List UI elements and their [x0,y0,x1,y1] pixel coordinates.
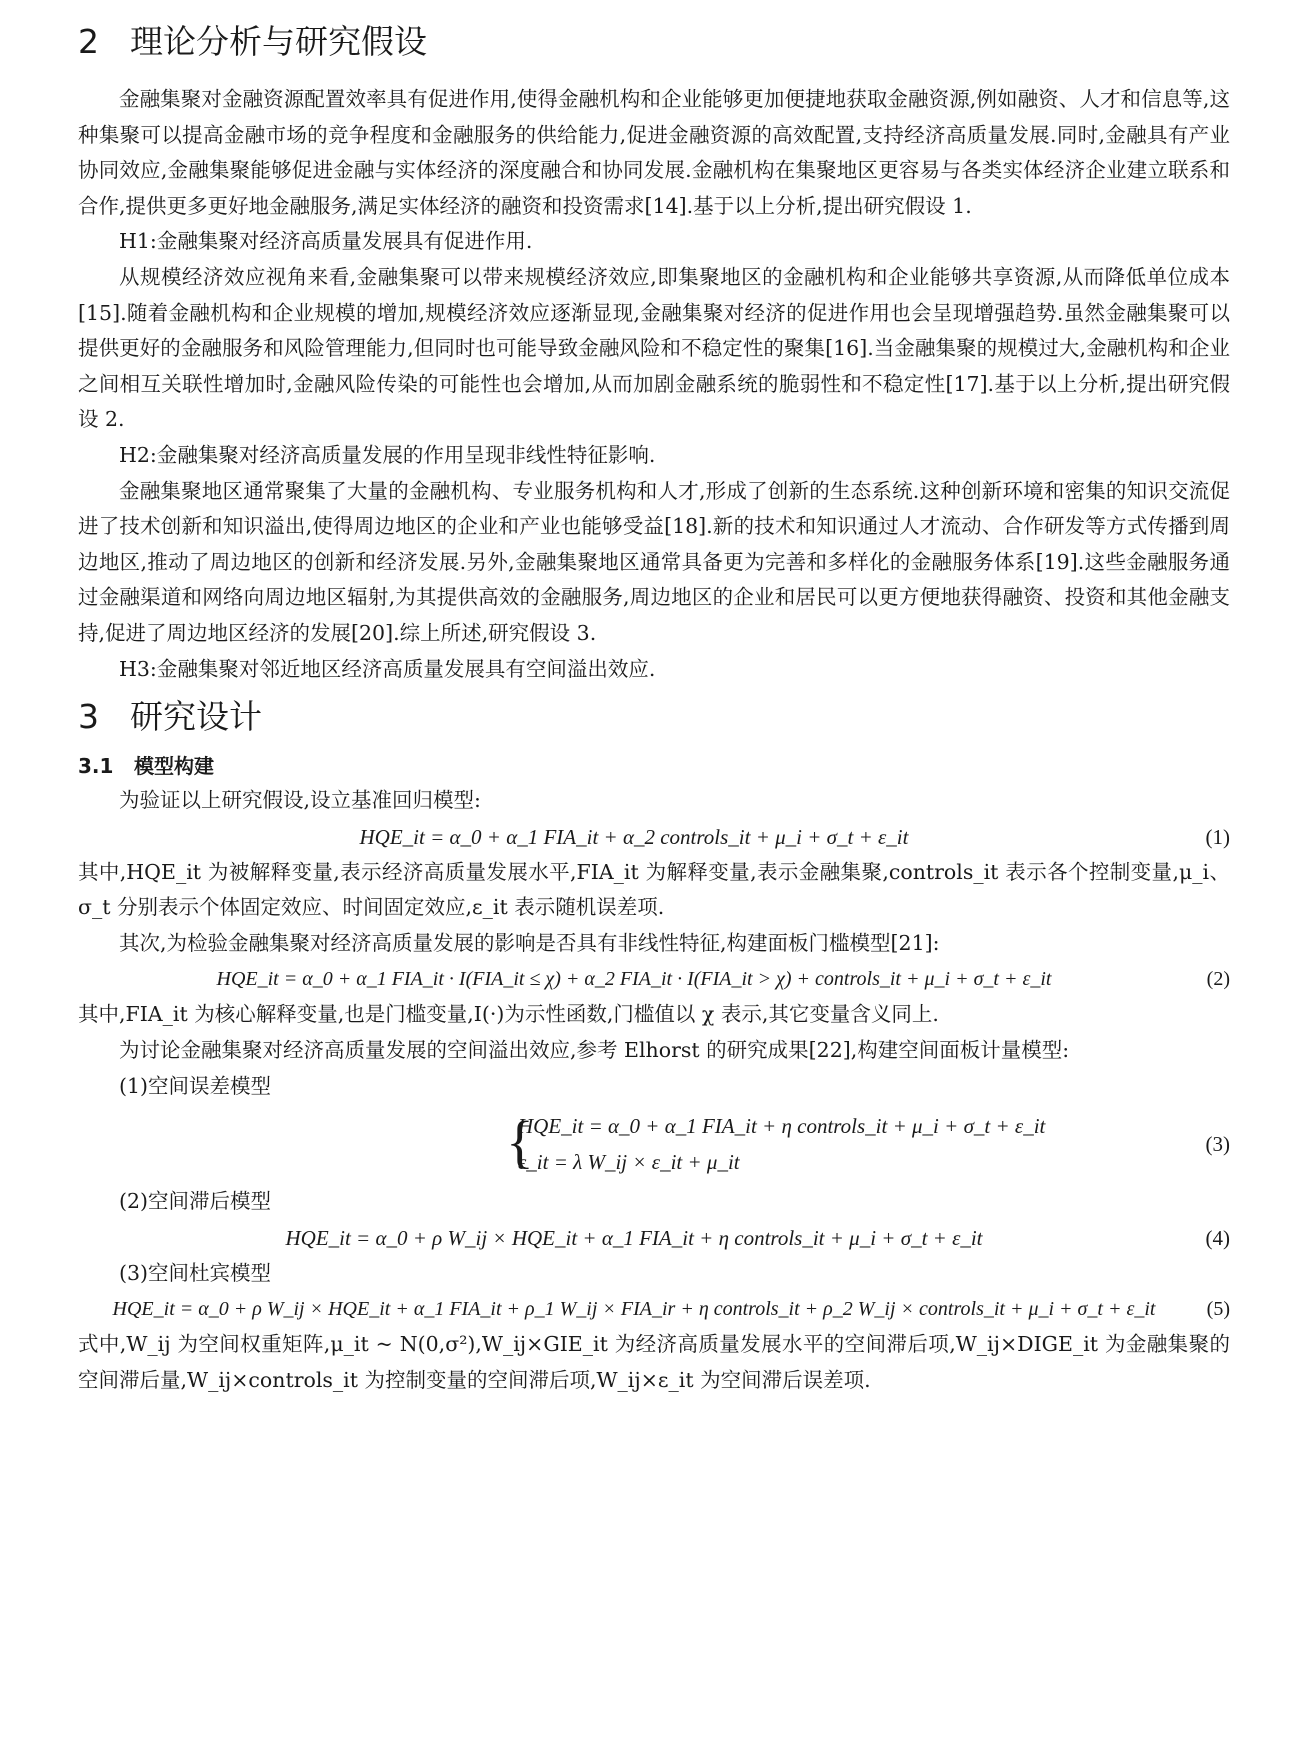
paragraph: 为验证以上研究假设,设立基准回归模型: [119,788,481,813]
hypothesis-2: H2:金融集聚对经济高质量发展的作用呈现非线性特征影响. [119,442,656,467]
equation-text: HQE_it = α_0 + α_1 FIA_it · I(FIA_it ≤ χ) + α_2 FIA_it · I(FIA_it > χ) + controls_it + μ_i + σ_t + ε_it [216,968,1052,991]
equation-text: HQE_it = α_0 + ρ W_ij × HQE_it + α_1 FIA_it + η controls_it + μ_i + σ_t + ε_it [285,1225,983,1250]
subsection-number: 3.1 [78,754,114,779]
paragraph: 式中,W_ij 为空间权重矩阵,μ_it ~ N(0,σ²),W_ij×GIE_it 为经济高质量发展水平的空间滞后项,W_ij×DIGE_it 为金融集聚的空间滞后量,W_ij×controls_it 为控制变量的空间滞后项,W_ij×ε_it 为空间滞后误差项. [78,1332,1230,1393]
section-title: 理论分析与研究假设 [130,22,427,61]
paragraph: 其次,为检验金融集聚对经济高质量发展的影响是否具有非线性特征,构建面板门槛模型[21]: [119,930,940,955]
subsection-heading [78,749,1230,783]
section-3-heading [78,693,1230,741]
equation-text: HQE_it = α_0 + α_1 FIA_it + α_2 controls_it + μ_i + σ_t + ε_it [359,824,909,849]
equation-number: (3) [1205,1132,1230,1157]
equation-5 [78,1291,1230,1327]
paragraph: 金融集聚对金融资源配置效率具有促进作用,使得金融机构和企业能够更加便捷地获取金融资源,例如融资、人才和信息等,这种集聚可以提高金融市场的竞争程度和金融服务的供给能力,促进金融资源的高效配置,支持经济高质量发展.同时,金融具有产业协同效应,金融集聚能够促进金融与实体经济的深度融合和协同发展.金融机构在集聚地区更容易与各类实体经济企业建立联系和合作,提供更多更好地金融服务,满足实体经济的融资和投资需求[14].基于以上分析,提出研究假设 1. [78,87,1230,218]
model-label: (2)空间滞后模型 [119,1189,272,1214]
section-title: 研究设计 [130,697,262,737]
paragraph: 为讨论金融集聚对经济高质量发展的空间溢出效应,参考 Elhorst 的研究成果[22],构建空间面板计量模型: [119,1038,1070,1063]
brace-glyph: { [506,1109,534,1175]
equation-system [518,1108,1045,1180]
paragraph: 其中,HQE_it 为被解释变量,表示经济高质量发展水平,FIA_it 为解释变量,表示金融集聚,controls_it 表示各个控制变量,μ_i、σ_t 分别表示个体固定效应、时间固定效应,ε_it 表示随机误差项. [78,859,1230,920]
equation-1 [78,819,1230,855]
subsection-title: 模型构建 [134,754,214,779]
section-number: 2 [78,22,99,61]
equation-number: (5) [1206,1298,1230,1321]
equation-number: (1) [1205,824,1230,849]
hypothesis-1: H1:金融集聚对经济高质量发展具有促进作用. [119,229,533,254]
equation-text: HQE_it = α_0 + ρ W_ij × HQE_it + α_1 FIA_it + ρ_1 W_ij × FIA_ir + η controls_it + ρ_2 W_ij × controls_it + μ_i + σ_t + ε_it [112,1298,1156,1321]
equation-line: HQE_it = α_0 + α_1 FIA_it + η controls_it + μ_i + σ_t + ε_it [518,1114,1046,1139]
section-number: 3 [78,697,99,737]
paragraph: 金融集聚地区通常聚集了大量的金融机构、专业服务机构和人才,形成了创新的生态系统.这种创新环境和密集的知识交流促进了技术创新和知识溢出,使得周边地区的企业和产业也能够受益[18].新的技术和知识通过人才流动、合作研发等方式传播到周边地区,推动了周边地区的创新和经济发展.另外,金融集聚地区通常具备更为完善和多样化的金融服务体系[19].这些金融服务通过金融渠道和网络向周边地区辐射,为其提供高效的金融服务,周边地区的企业和居民可以更方便地获得融资、投资和其他金融支持,促进了周边地区经济的发展[20].综上所述,研究假设 3. [78,478,1230,645]
model-label: (1)空间误差模型 [119,1073,272,1098]
equation-number: (4) [1205,1225,1230,1250]
equation-3 [78,1104,1230,1184]
equation-2 [78,961,1230,997]
paragraph: 从规模经济效应视角来看,金融集聚可以带来规模经济效应,即集聚地区的金融机构和企业能够共享资源,从而降低单位成本[15].随着金融机构和企业规模的增加,规模经济效应逐渐显现,金融集聚对经济的促进作用也会呈现增强趋势.虽然金融集聚可以提供更好的金融服务和风险管理能力,但同时也可能导致金融风险和不稳定性的聚集[16].当金融集聚的规模过大,金融机构和企业之间相互关联性增加时,金融风险传染的可能性也会增加,从而加剧金融系统的脆弱性和不稳定性[17].基于以上分析,提出研究假设 2. [78,264,1230,432]
model-label: (3)空间杜宾模型 [119,1260,272,1285]
equation-4 [78,1220,1230,1256]
equation-line: ε_it = λ W_ij × ε_it + μ_it [518,1150,740,1175]
hypothesis-3: H3:金融集聚对邻近地区经济高质量发展具有空间溢出效应. [119,656,656,681]
section-2-heading [78,18,1230,66]
equation-number: (2) [1206,968,1230,991]
paragraph: 其中,FIA_it 为核心解释变量,也是门槛变量,I(·)为示性函数,门槛值以 χ 表示,其它变量含义同上. [78,1002,939,1027]
